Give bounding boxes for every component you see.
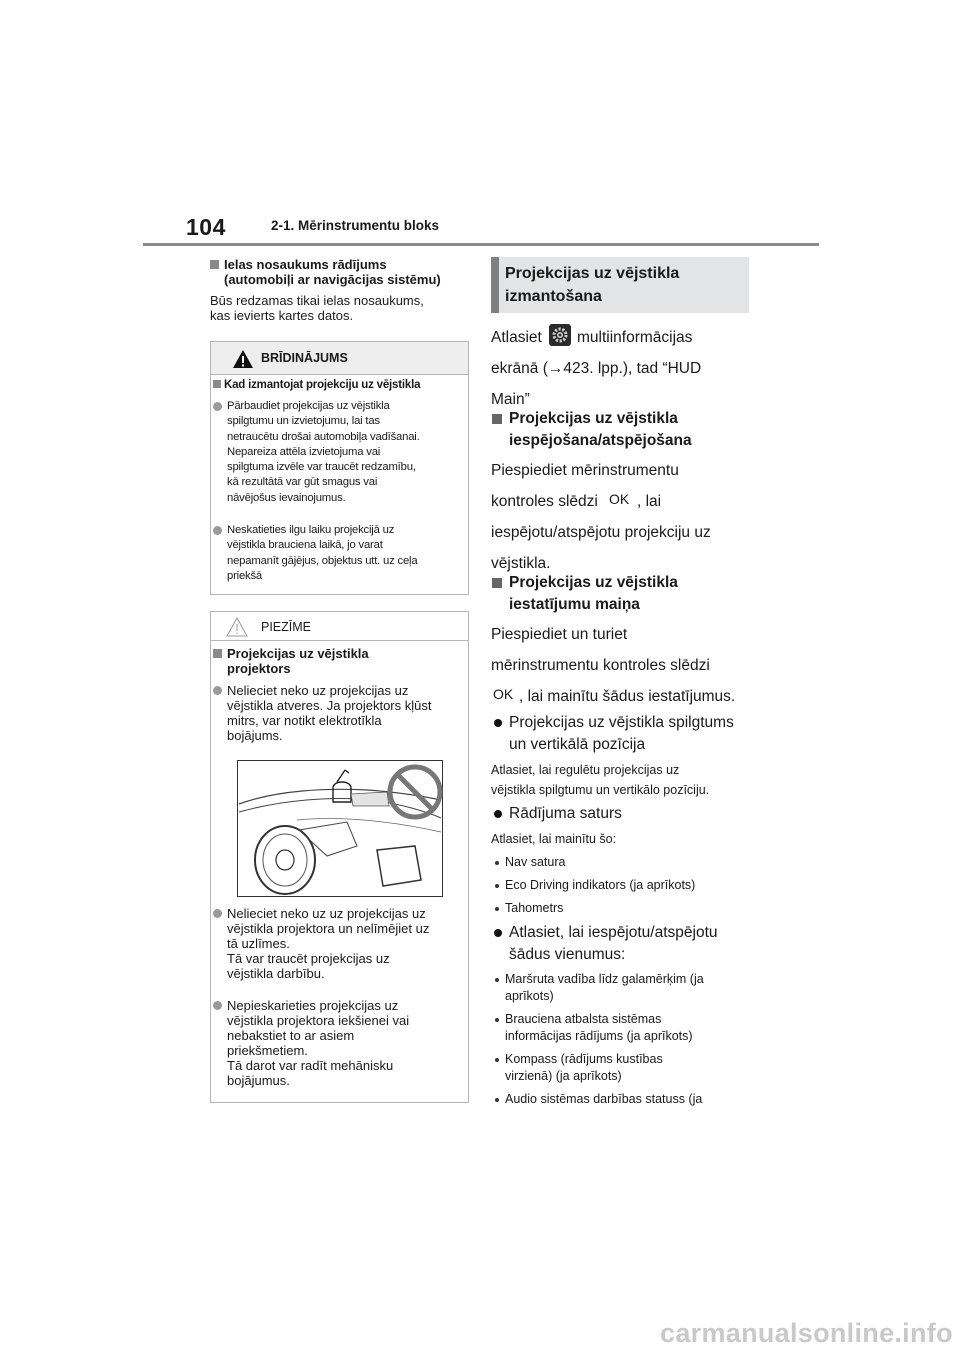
notice-item-3: Nepieskarieties projekcijas uz vējstikla projektora iekšienei vai nebakstiet to ar asiem priekšmetiem. Tā darot var radīt mehānisku bojājumus. bbox=[213, 998, 463, 1088]
warning-item-2: Neskatieties ilgu laiku projekcijā uz vējstikla brauciena laikā, jo varat nepamanīt gājējus, objektus utt. uz ceļa priekšā bbox=[213, 523, 463, 584]
notice-subheading: Projekcijas uz vējstikla projektors bbox=[213, 646, 369, 676]
bullet-display-content-desc: Atlasiet, lai mainītu šo: bbox=[491, 832, 617, 846]
heading-enable-disable: Projekcijas uz vējstikla iespējošana/atspējošana bbox=[491, 408, 761, 452]
warning-item-1: Pārbaudiet projekcijas uz vējstikla spilgtumu un izvietojumu, lai tas netraucētu drošai automobiļa vadīšanai. Nepareiza attēla izvietojuma vai spilgtuma izvēle var traucēt redzamību, kā rezultātā var gūt smagus vai nāvējošus ievainojumus. bbox=[213, 399, 463, 506]
bullet-brightness-desc: Atlasiet, lai regulētu projekcijas uz vējstikla spilgtumu un vertikālo pozīciju. bbox=[491, 763, 710, 797]
list-item: Audio sistēmas darbības statuss (ja bbox=[491, 1091, 761, 1111]
notice-box bbox=[210, 611, 469, 1103]
notice-triangle-icon bbox=[226, 617, 248, 637]
circle-bullet-icon bbox=[213, 1001, 222, 1010]
list-item: Maršruta vadība līdz galamērķim (ja aprīkots) bbox=[491, 971, 761, 1011]
small-bullet-icon bbox=[495, 884, 499, 888]
intro-heading: Ielas nosaukums rādījums (automobiļi ar navigācijas sistēmu) bbox=[210, 257, 475, 287]
ok-button-symbol: OK bbox=[609, 491, 630, 507]
notice-item-1: Nelieciet neko uz projekcijas uz vējstikla atveres. Ja projektors kļūst mitrs, var notikt elektrotīkla bojājums. bbox=[213, 683, 463, 743]
bullet-enable-items: Atlasiet, lai iespējotu/atspējotu šādus vienumus: bbox=[491, 922, 761, 966]
square-bullet-icon bbox=[213, 649, 222, 658]
paragraph-1: Atlasiet multiinformācijas ekrānā (→423. lpp.), tad “HUD Main” bbox=[491, 327, 761, 420]
header-rule bbox=[143, 243, 819, 246]
hud-projector-illustration bbox=[237, 760, 443, 897]
small-bullet-icon bbox=[495, 1018, 499, 1022]
notice-item-2: Nelieciet neko uz uz projekcijas uz vējstikla projektora un nelīmējiet uz tā uzlīmes. Tā var traucēt projekcijas uz vējstikla darbību. bbox=[213, 906, 463, 981]
intro-body: Būs redzamas tikai ielas nosaukums, kas ievierts kartes datos. bbox=[210, 293, 424, 323]
list-item: Brauciena atbalsta sistēmas informācijas rādījums (ja aprīkots) bbox=[491, 1011, 761, 1051]
display-content-list bbox=[491, 852, 761, 921]
small-bullet-icon bbox=[495, 978, 499, 982]
square-bullet-icon bbox=[210, 260, 219, 269]
circle-bullet-icon bbox=[213, 402, 222, 411]
round-bullet-icon bbox=[494, 929, 502, 937]
square-bullet-icon bbox=[492, 414, 502, 424]
circle-bullet-icon bbox=[213, 686, 222, 695]
right-section-box bbox=[491, 257, 749, 313]
page-number: 104 bbox=[186, 214, 226, 240]
settings-gear-icon bbox=[549, 324, 571, 346]
list-item: Eco Driving indikators (ja aprīkots) bbox=[491, 875, 761, 898]
warning-title: BRĪDINĀJUMS bbox=[261, 351, 348, 365]
notice-header bbox=[211, 612, 468, 641]
square-bullet-icon bbox=[213, 380, 221, 388]
warning-box bbox=[210, 341, 469, 595]
watermark[interactable]: carmanualsonline.info bbox=[660, 1318, 953, 1348]
ok-button-symbol: OK bbox=[493, 686, 514, 702]
notice-title: PIEZĪME bbox=[261, 620, 312, 634]
bullet-brightness: Projekcijas uz vējstikla spilgtums un vertikālā pozīcija bbox=[491, 712, 761, 756]
warning-subheading: Kad izmantojat projekciju uz vējstikla bbox=[213, 379, 420, 391]
round-bullet-icon bbox=[494, 719, 502, 727]
bullet-display-content: Rādījuma saturs bbox=[491, 803, 761, 825]
enable-items-list bbox=[491, 971, 761, 1111]
list-item: Tahometrs bbox=[491, 898, 761, 921]
list-item: Kompass (rādījums kustības virzienā) (ja aprīkots) bbox=[491, 1051, 761, 1091]
small-bullet-icon bbox=[495, 907, 499, 911]
round-bullet-icon bbox=[494, 810, 502, 818]
circle-bullet-icon bbox=[213, 526, 222, 535]
small-bullet-icon bbox=[495, 861, 499, 865]
warning-header bbox=[211, 342, 468, 375]
list-item: Nav satura bbox=[491, 852, 761, 875]
warning-triangle-icon bbox=[232, 349, 254, 369]
section-title: 2-1. Mērinstrumentu bloks bbox=[271, 218, 440, 233]
square-bullet-icon bbox=[492, 578, 502, 588]
small-bullet-icon bbox=[495, 1098, 499, 1102]
heading-settings-change: Projekcijas uz vējstikla iestatījumu maiņa bbox=[491, 572, 761, 616]
paragraph-2: Piespiediet mērinstrumentu kontroles slēdzi OK , lai iespējotu/atspējotu projekciju uz vējstikla. bbox=[491, 462, 711, 572]
right-section-title: Projekcijas uz vējstikla izmantošana bbox=[505, 265, 680, 305]
section-accent-bar bbox=[491, 257, 499, 313]
paragraph-3: Piespiediet un turiet mērinstrumentu kontroles slēdzi OK , lai mainītu šādus iestatījumus. bbox=[491, 626, 736, 705]
circle-bullet-icon bbox=[213, 909, 222, 918]
small-bullet-icon bbox=[495, 1058, 499, 1062]
